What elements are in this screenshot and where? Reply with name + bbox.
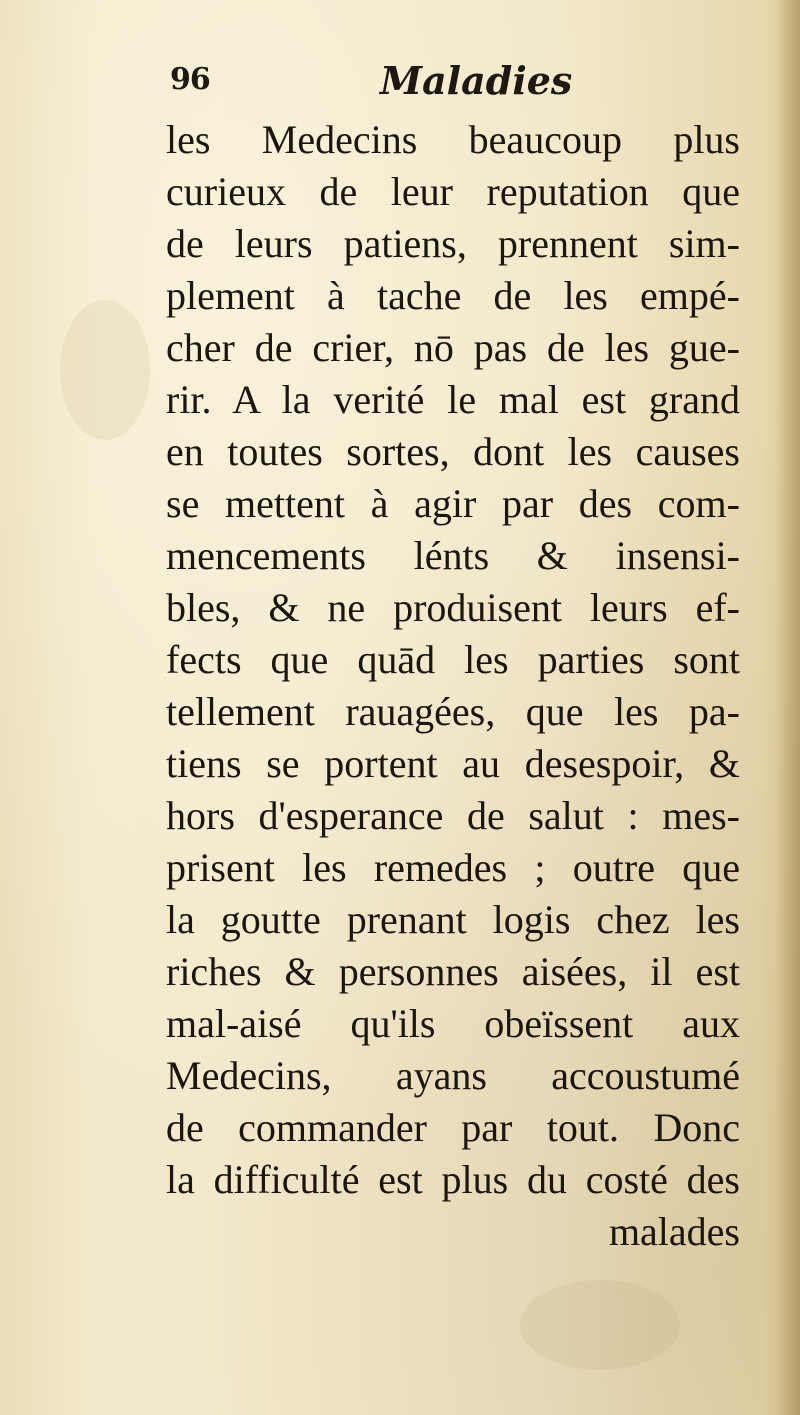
text-line: de leurs patiens, prennent sim-	[166, 221, 740, 266]
page-header	[168, 58, 748, 108]
catchword: malades	[608, 1209, 740, 1254]
text-line: la difficulté est plus du costé des	[166, 1157, 740, 1202]
text-line: la goutte prenant logis chez les	[166, 897, 740, 942]
running-head: Maladies	[380, 58, 573, 103]
page-edge-shadow	[776, 0, 800, 1415]
paper-stain	[520, 1280, 680, 1370]
text-line: cher de crier, nō pas de les gue-	[166, 325, 740, 370]
text-line: mencements lénts & insensi-	[166, 533, 740, 578]
text-line: riches & personnes aisées, il est	[166, 949, 740, 994]
text-line: rir. A la verité le mal est grand	[166, 377, 740, 422]
text-line: hors d'esperance de salut : mes-	[166, 793, 740, 838]
text-line: de commander par tout. Donc	[166, 1105, 740, 1150]
text-line: Medecins, ayans accoustumé	[166, 1053, 740, 1098]
page-number: 96	[170, 62, 210, 97]
text-line: mal-aisé qu'ils obeïssent aux	[166, 1001, 740, 1046]
text-line: en toutes sortes, dont les causes	[166, 429, 740, 474]
text-line: se mettent à agir par des com-	[166, 481, 740, 526]
text-line: prisent les remedes ; outre que	[166, 845, 740, 890]
text-line: fects que quād les parties sont	[166, 637, 740, 682]
text-line: curieux de leur reputation que	[166, 169, 740, 214]
text-line: les Medecins beaucoup plus	[166, 117, 740, 162]
body-text	[166, 114, 740, 1258]
text-line: tellement rauagées, que les pa-	[166, 689, 740, 734]
text-line: tiens se portent au desespoir, &	[166, 741, 740, 786]
text-line: bles, & ne produisent leurs ef-	[166, 585, 740, 630]
paper-stain	[60, 300, 150, 440]
text-line: plement à tache de les empé-	[166, 273, 740, 318]
